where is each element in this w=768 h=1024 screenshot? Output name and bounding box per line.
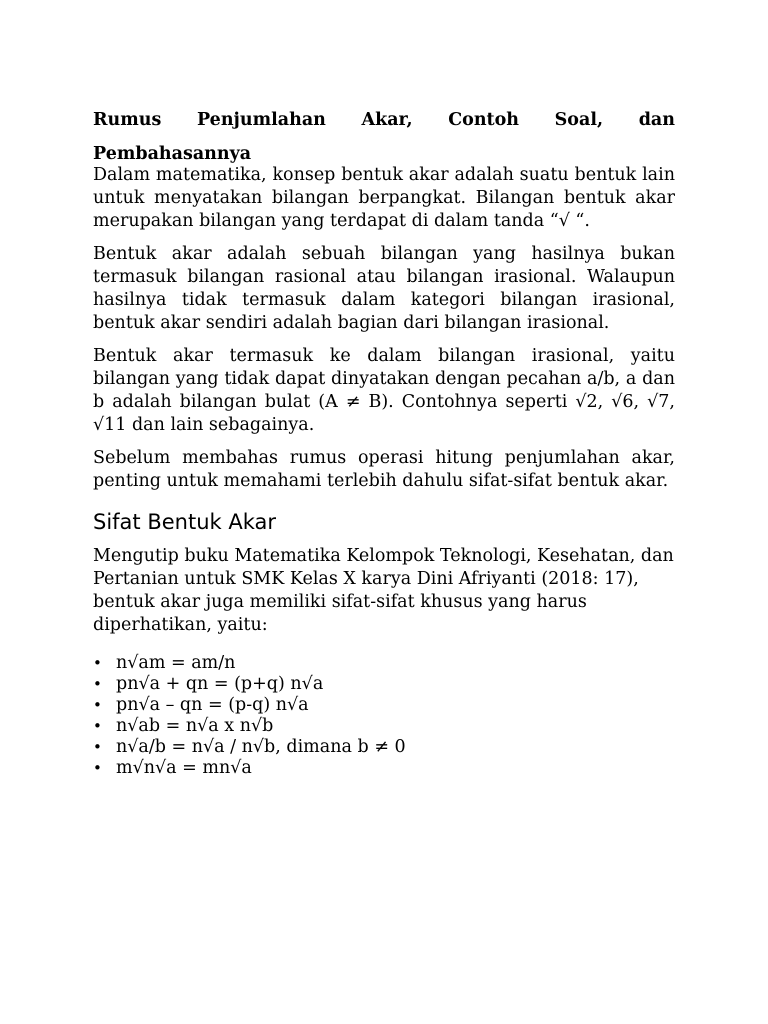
property-text: n√a/b = n√a / n√b, dimana b ≠ 0 xyxy=(116,737,406,757)
bullet-icon: • xyxy=(93,675,102,693)
list-item xyxy=(93,674,675,695)
paragraph-transition: Sebelum membahas rumus operasi hitung penjumlahan akar, penting untuk memahami terlebih dahulu sifat-sifat bentuk akar. xyxy=(93,448,675,491)
bullet-icon: • xyxy=(93,759,102,777)
section-heading: Sifat Bentuk Akar xyxy=(93,510,277,534)
list-item xyxy=(93,653,675,674)
list-item xyxy=(93,695,675,716)
property-text: n√am = am/n xyxy=(116,653,236,673)
property-text: pn√a + qn = (p+q) n√a xyxy=(116,674,324,694)
list-item xyxy=(93,737,675,758)
property-text: pn√a – qn = (p-q) n√a xyxy=(116,695,309,715)
bullet-icon: • xyxy=(93,696,102,714)
bullet-icon: • xyxy=(93,654,102,672)
bullet-icon: • xyxy=(93,717,102,735)
list-item xyxy=(93,758,675,779)
properties-list xyxy=(93,653,675,779)
paragraph-intro: Dalam matematika, konsep bentuk akar adalah suatu bentuk lain untuk menyatakan bilangan berpangkat. Bilangan bentuk akar merupakan bilangan yang terdapat di dalam tanda “√ “. xyxy=(93,165,675,231)
property-text: n√ab = n√a x n√b xyxy=(116,716,274,736)
section-intro-paragraph: Mengutip buku Matematika Kelompok Teknologi, Kesehatan, dan Pertanian untuk SMK Kelas X karya Dini Afriyanti (2018: 17), bentuk akar juga memiliki sifat-sifat khusus yang harus diperhatikan, yaitu: xyxy=(93,546,674,635)
article-title-line-2: Pembahasannya xyxy=(93,144,252,164)
property-text: m√n√a = mn√a xyxy=(116,758,252,778)
article-title-line-1: Rumus Penjumlahan Akar, Contoh Soal, dan xyxy=(93,110,675,130)
paragraph-definition: Bentuk akar adalah sebuah bilangan yang hasilnya bukan termasuk bilangan rasional atau bilangan irasional. Walaupun hasilnya tidak termasuk dalam kategori bilangan irasional, bentuk akar sendiri adalah bagian dari bilangan irasional. xyxy=(93,244,675,333)
paragraph-irrational: Bentuk akar termasuk ke dalam bilangan irasional, yaitu bilangan yang tidak dapat dinyatakan dengan pecahan a/b, a dan b adalah bilangan bulat (A ≠ B). Contohnya seperti √2, √6, √7, √11 dan lain sebagainya. xyxy=(93,346,675,435)
list-item xyxy=(93,716,675,737)
document-content xyxy=(93,101,675,779)
bullet-icon: • xyxy=(93,738,102,756)
